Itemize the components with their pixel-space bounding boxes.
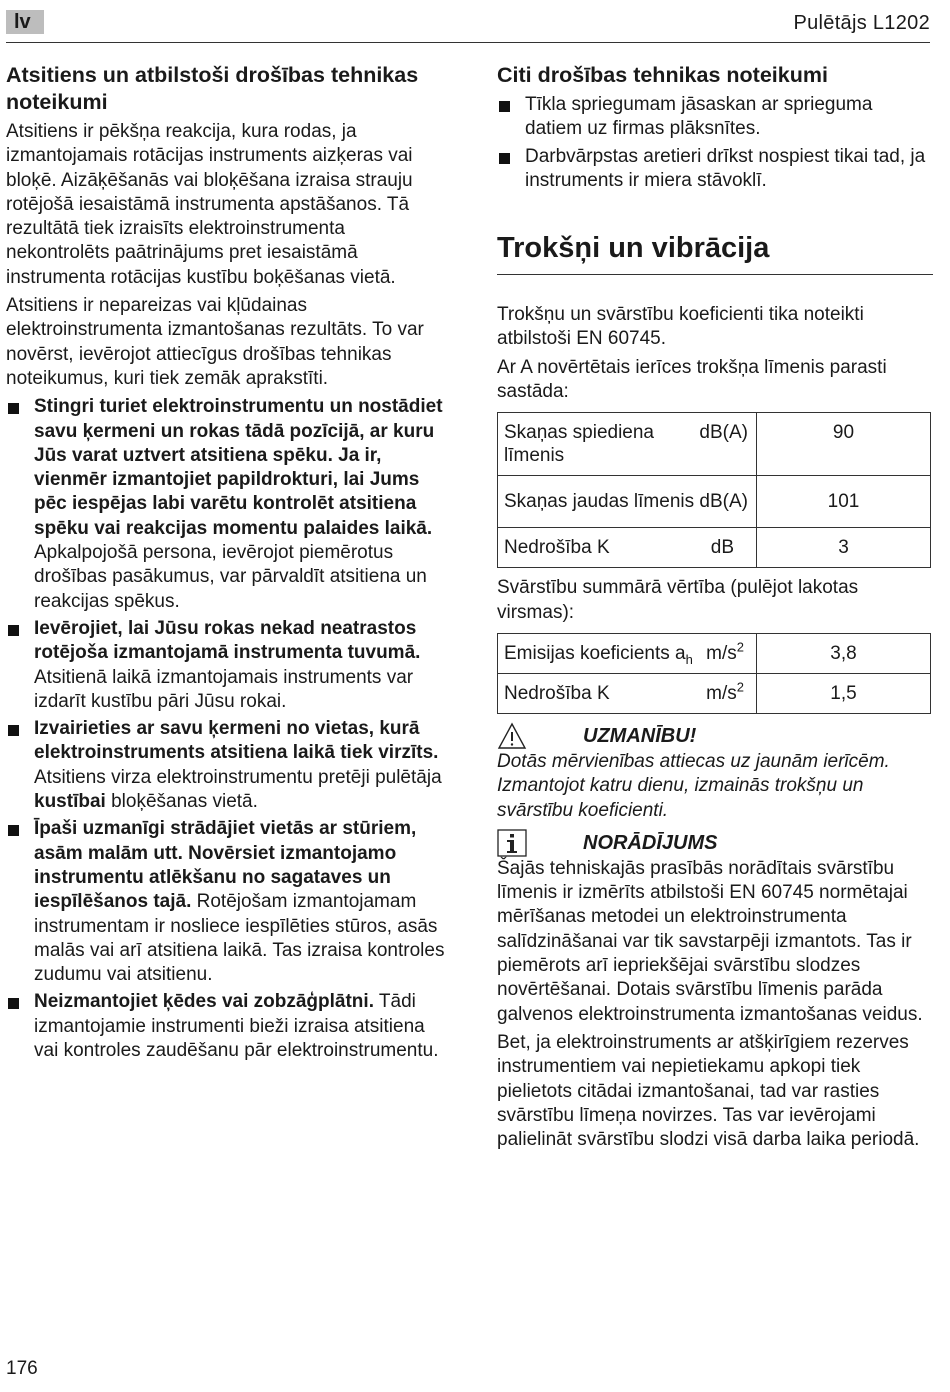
noise-vibration-heading: Trokšņi un vibrācija [497,232,770,265]
language-badge: lv [6,10,44,34]
rule-text: Apkalpojošā persona, ievērojot piemērotus drošības pasākumus, var pārvaldīt atsitiena un reakcijas spēkus. [34,542,427,612]
list-item [6,395,446,614]
note-paragraph-2: Bet, ja elektroinstruments ar atšķirīgiem rezerves instrumentiem vai nepietiekamu apkopi tiek pielietots citādai izmantošanai, tad var rasties svārstību līmeņa novirzes. Tas var ievērojami palielināt svārstību slodzi visā darba laika periodā. [497,1031,920,1151]
warning-triangle-icon [497,722,527,750]
info-icon [497,829,527,857]
table-row [498,413,931,476]
spec-unit: m/s [706,682,737,704]
rule-text: Atsitiens virza elektroinstrumentu pretēji pulētāja [34,766,442,788]
spec-unit-wrap [706,639,744,665]
square-bullet-icon [8,825,19,836]
table-cell [498,413,757,476]
rule-text: Darbvārpstas aretieri drīkst nospiest tikai tad, ja instruments ir miera stāvoklī. [525,145,926,191]
rule-text: bloķēšanas vietā. [105,791,258,813]
spec-subscript: h [685,651,693,667]
rule-bold-text: Ievērojiet, lai Jūsu rokas nekad neatrastos rotējoša izmantojamā instrumenta tuvumā. [34,617,421,664]
spec-unit: dB(A) [699,422,748,444]
rule-bold-text: Stingri turiet elektroinstrumentu un nostādiet savu ķermeni un rokas tādā pozīcijā, ar kuru Jūs varat uztvert atsitiena spēku. Ja ir, vienmēr izmantojiet papildrokturi, lai Jums pēc iespējas labi varētu kontrolēt atsitiena spēku vai reakcijas momentu palaides laikā. [34,396,443,539]
kickback-paragraph-2: Atsitiens ir nepareizas vai kļūdainas elektroinstrumenta izmantošanas rezultāts. To var novērst, ievērojot attiecīgus drošības tehnikas noteikumus, kuri tiek zemāk aprakstīti. [6,295,424,389]
table-cell: 90 [757,413,931,476]
noise-paragraph-1: Trokšņu un svārstību koeficienti tika noteikti atbilstoši EN 60745. [497,304,864,350]
spec-unit: dB [710,537,734,559]
spec-superscript: 2 [736,639,744,655]
spec-superscript: 2 [736,679,744,695]
header-divider [6,42,930,43]
other-safety-heading: Citi drošības tehnikas noteikumi [497,63,828,87]
rule-bold-text: Neizmantojiet ķēdes vai zobzāģplātni. [34,991,374,1013]
noise-paragraph-2: Ar A novērtētais ierīces trokšņa līmenis parasti sastāda: [497,356,887,403]
other-safety-list [497,93,933,193]
spec-name: Skaņas spiediena līmenis [504,422,654,467]
list-item [497,93,933,142]
kickback-rules-list [6,395,446,1063]
square-bullet-icon [8,625,19,636]
kickback-paragraph-1: Atsitiens ir pēkšņa reakcija, kura rodas, ja izmantojamais rotācijas instruments aizķeras vai bloķē. Aizāķēšanās vai bloķēšana izraisa strauju rotējošā iesaistāmā instrumenta apstāšanos. Tā rezultātā tiek izraisīts elektroinstrumenta nekontrolēts paātrinājums pret iesaistāmā instrumenta rotācijas kustību boķēšanas vietā. [6,121,413,288]
list-item [6,717,446,814]
table-cell [498,633,757,673]
right-column [497,62,933,1156]
vibration-intro: Svārstību summārā vērtība (pulējot lakotas virsmas): [497,577,859,623]
table-row [498,633,931,673]
table-row [498,528,931,568]
table-cell: 1,5 [757,673,931,713]
list-item [497,145,933,194]
rule-bold-text: kustībai [34,791,106,813]
rule-text: Tīkla spriegumam jāsaskan ar sprieguma datiem uz firmas plāksnītes. [525,94,873,140]
table-cell [498,528,757,568]
caution-title: UZMANĪBU! [583,724,697,747]
spec-name: Nedrošība K [504,537,610,559]
rule-bold-text: Izvairieties ar savu ķermeni no vietas, kurā elektroinstruments atsitiena laikā tiek virzīts. [34,718,439,764]
square-bullet-icon [8,403,19,414]
list-item [6,617,446,714]
document-title: Pulētājs L1202 [793,12,930,34]
table-row [498,673,931,713]
square-bullet-icon [8,725,19,736]
spec-name: Skaņas jaudas līmenis [504,491,695,513]
table-cell: 101 [757,476,931,528]
spec-name: Emisijas koeficients a [504,642,686,664]
caution-header [497,722,933,750]
table-cell: 3 [757,528,931,568]
rule-bold-text: Īpaši uzmanīgi strādājiet vietās ar stūriem, asām malām utt. Novērsiet izmantojamo instrumentu atlēkšanu no sagataves un iespīlēšanos tajā. [34,818,417,913]
note-header [497,829,933,857]
square-bullet-icon [8,998,19,1009]
note-title: NORĀDĪJUMS [583,831,718,854]
kickback-heading: Atsitiens un atbilstoši drošības tehnikas noteikumi [6,63,419,114]
list-item [6,817,446,987]
square-bullet-icon [499,101,510,112]
table-cell [498,476,757,528]
spec-name: Nedrošība K [504,682,610,704]
spec-unit: m/s [706,642,737,664]
rule-text: Tādi izmantojamie instrumenti bieži izraisa atsitiena vai kontroles zaudēšanu pār elektroinstrumentu. [34,991,439,1061]
spec-unit-wrap [706,679,744,705]
rule-text: Rotējošam izmantojamam instrumentam ir nosliece iespīlēties stūros, asās malās vai arī atsitiena laikā. Tas izraisa kontroles zudumu vai atsitienu. [34,891,445,986]
table-row [498,476,931,528]
vibration-table [497,633,931,714]
noise-table [497,412,931,568]
table-cell: 3,8 [757,633,931,673]
rule-text: Atsitienā laikā izmantojamais instruments var izdarīt kustību pāri Jūsu rokai. [34,666,414,712]
table-cell [498,673,757,713]
left-column [6,62,446,1066]
spec-unit: dB(A) [699,491,748,513]
list-item [6,990,446,1063]
caution-text: Dotās mērvienības attiecas uz jaunām ierīcēm. Izmantojot katru dienu, izmainās trokšņu un svārstību koeficienti. [497,750,890,821]
page-number: 176 [6,1358,38,1379]
note-paragraph-1: Šajās tehniskajās prasībās norādītais svārstību līmenis ir izmērīts atbilstoši EN 60745 normētajai mērīšanas metodei un elektroinstrumenta salīdzināšanai var tik savstarpēji izmantots. Tas ir piemērots arī iepriekšējai svārstību slodzes novērtēšanai. Dotais svārstību līmenis parāda galvenos elektroinstrumenta izmantošanas veidus. [497,857,923,1025]
square-bullet-icon [499,153,510,164]
